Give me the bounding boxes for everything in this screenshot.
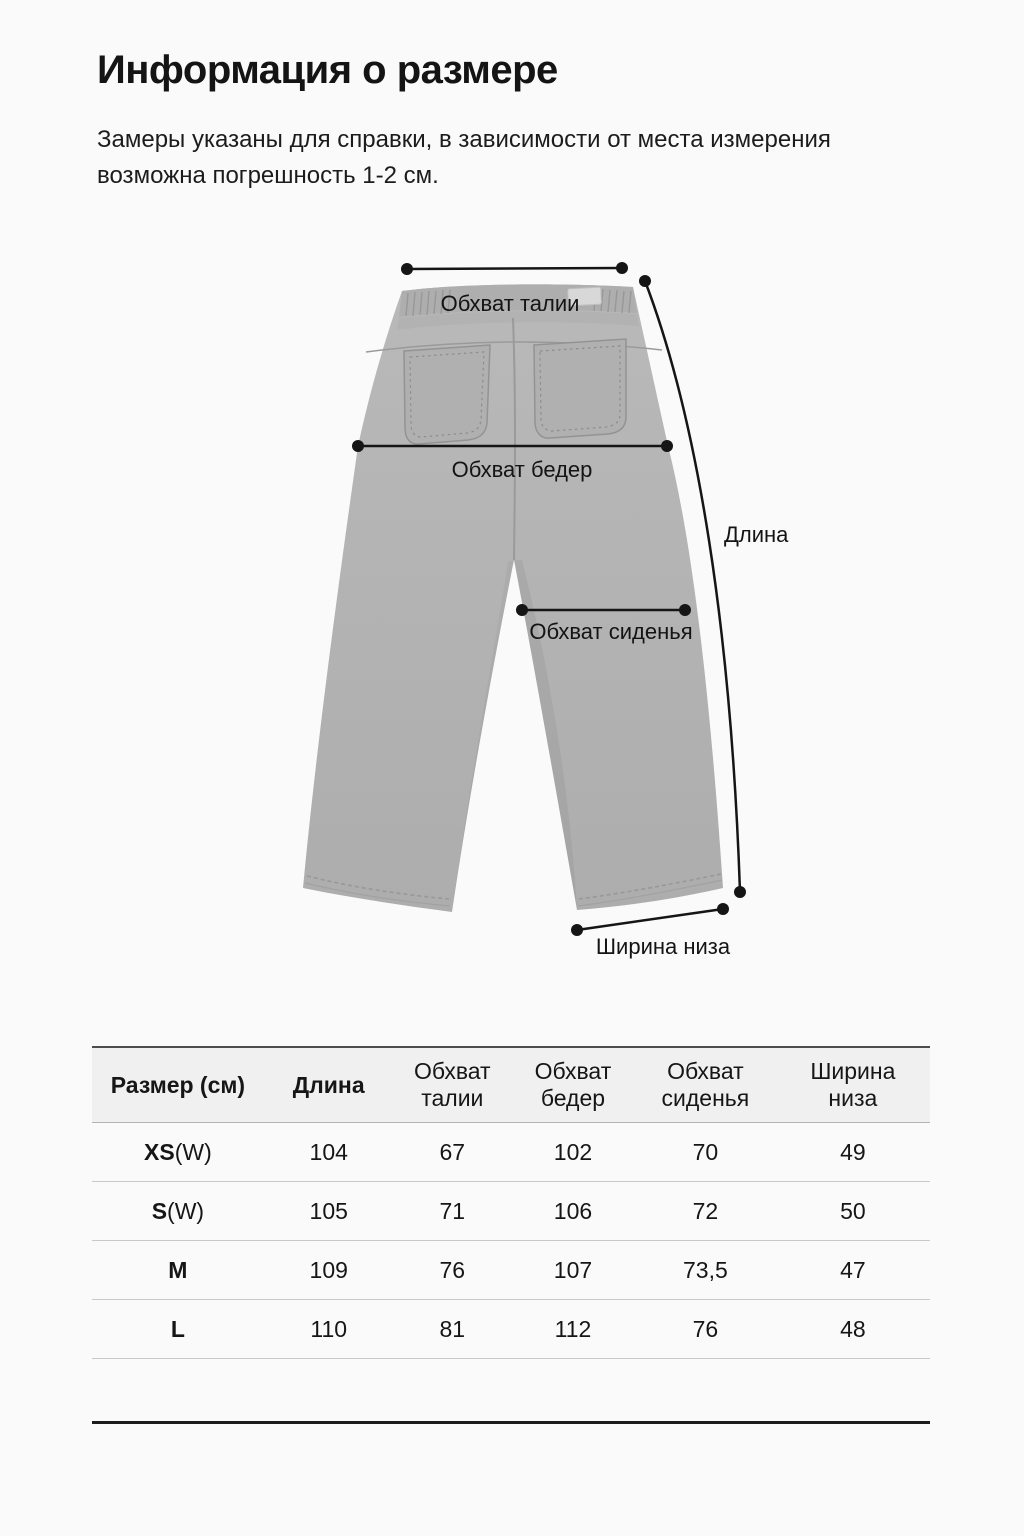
- hem-width-measure-line: [577, 909, 723, 930]
- length-label: Длина: [724, 522, 789, 547]
- table-row-m: [92, 1241, 930, 1300]
- cell-seat: 72: [692, 1197, 719, 1224]
- pants-illustration: [303, 284, 723, 912]
- hem-width-label: Ширина низа: [595, 934, 731, 959]
- cell-hips: 107: [553, 1256, 593, 1283]
- cell-length: 109: [309, 1256, 348, 1283]
- cell-waist: 81: [439, 1315, 466, 1342]
- subtitle-line-2: возможна погрешность 1-2 см.: [97, 162, 439, 189]
- hips-label: Обхват бедер: [451, 457, 593, 482]
- cell-size: M: [168, 1256, 188, 1283]
- table-row-l: [92, 1300, 930, 1359]
- table-row-xs: [92, 1123, 930, 1182]
- header-size: Размер (см): [110, 1071, 246, 1098]
- header-length: Длина: [292, 1071, 365, 1098]
- cell-hem: 47: [840, 1256, 866, 1283]
- page-title: Информация о размере: [97, 48, 558, 92]
- cell-waist: 76: [439, 1256, 466, 1283]
- waist-measure-line: [407, 268, 622, 269]
- size-table-header: [92, 1048, 930, 1123]
- cell-hem: 50: [840, 1197, 866, 1224]
- cell-size: L: [170, 1315, 185, 1342]
- cell-hem: 48: [840, 1315, 866, 1342]
- cell-seat: 73,5: [682, 1256, 728, 1283]
- header-waist: Обхват талии: [414, 1058, 491, 1111]
- subtitle-line-1: Замеры указаны для справки, в зависимости от места измерения: [97, 126, 831, 153]
- cell-hips: 106: [553, 1197, 593, 1224]
- waist-label: Обхват талии: [440, 291, 580, 316]
- cell-size: XS (W): [144, 1138, 212, 1165]
- cell-seat: 70: [692, 1138, 719, 1165]
- cell-hips: 112: [554, 1315, 592, 1342]
- cell-hips: 102: [553, 1138, 593, 1165]
- table-empty-row: [92, 1359, 930, 1421]
- size-table: [92, 1046, 930, 1424]
- header-hem-width: Ширина низа: [810, 1058, 896, 1111]
- cell-seat: 76: [692, 1315, 719, 1342]
- table-row-s: [92, 1182, 930, 1241]
- cell-length: 105: [309, 1197, 348, 1224]
- seat-label: Обхват сиденья: [529, 619, 693, 644]
- header-seat: Обхват сиденья: [661, 1058, 750, 1111]
- header-hips: Обхват бедер: [534, 1058, 612, 1111]
- cell-hem: 49: [840, 1138, 866, 1165]
- pants-body: [303, 284, 723, 912]
- right-back-pocket: [534, 339, 626, 438]
- cell-size: S (W): [151, 1197, 205, 1224]
- cell-length: 110: [310, 1315, 348, 1342]
- cell-waist: 71: [439, 1197, 466, 1224]
- cell-length: 104: [309, 1138, 348, 1165]
- cell-waist: 67: [439, 1138, 466, 1165]
